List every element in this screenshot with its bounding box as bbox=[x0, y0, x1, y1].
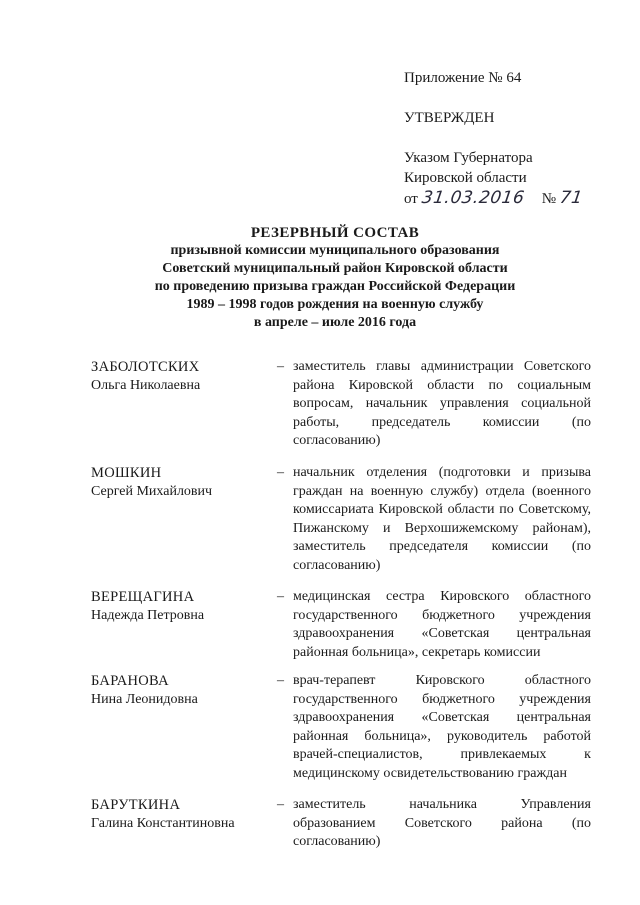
member-role: заместитель начальника Управления образованием Советского района (по согласованию) bbox=[293, 797, 591, 849]
member-surname: БАРАНОВА bbox=[91, 673, 169, 689]
member-surname: ВЕРЕЩАГИНА bbox=[91, 589, 195, 605]
member-entry bbox=[91, 672, 591, 796]
member-surname: МОШКИН bbox=[91, 465, 162, 481]
approved-label: УТВЕРЖДЕН bbox=[404, 110, 495, 126]
member-entry bbox=[91, 358, 591, 464]
document-title bbox=[80, 224, 590, 332]
member-given-name: Сергей Михайлович bbox=[91, 483, 213, 499]
title-line-5: в апреле – июле 2016 года bbox=[253, 315, 417, 330]
approval-block bbox=[404, 68, 582, 209]
member-person bbox=[91, 672, 281, 709]
member-dash: – bbox=[277, 359, 284, 374]
title-line-4: 1989 – 1998 годов рождения на военную службу bbox=[186, 297, 484, 312]
title-line-3: по проведению призыва граждан Российской Федерации bbox=[154, 279, 516, 294]
handwritten-number: 71 bbox=[558, 188, 584, 208]
title-line-2: Советский муниципальный район Кировской области bbox=[162, 261, 508, 276]
decree-line-1: Указом Губернатора bbox=[404, 150, 533, 166]
member-person bbox=[91, 358, 281, 395]
member-person bbox=[91, 796, 281, 833]
member-surname: ЗАБОЛОТСКИХ bbox=[91, 359, 200, 375]
from-label: от bbox=[404, 191, 418, 207]
member-dash: – bbox=[277, 589, 284, 604]
member-role: начальник отделения (подготовки и призыва граждан на военную службу) отдела (военного комиссариата Кировской области по Советскому, Пижанскому и Верхошижемскому районам), заместитель председателя комиссии (по согласованию) bbox=[293, 465, 591, 573]
number-label: № bbox=[541, 191, 557, 207]
member-dash: – bbox=[277, 465, 284, 480]
member-given-name: Галина Константиновна bbox=[91, 815, 235, 831]
member-person bbox=[91, 588, 281, 625]
member-role: заместитель главы администрации Советского района Кировской области по социальным вопросам, начальник управления социальной работы, председатель комиссии (по согласованию) bbox=[293, 359, 591, 448]
member-person bbox=[91, 464, 281, 501]
member-role: врач-терапевт Кировского областного государственного бюджетного учреждения здравоохранения «Советская центральная районная больница», руководитель работой врачей-специалистов, привлекаемых к медицинскому освидетельствованию граждан bbox=[293, 673, 591, 781]
title-main: РЕЗЕРВНЫЙ СОСТАВ bbox=[250, 225, 420, 241]
member-given-name: Надежда Петровна bbox=[91, 607, 205, 623]
members-list bbox=[91, 358, 591, 876]
member-entry bbox=[91, 588, 591, 672]
appendix-number: Приложение № 64 bbox=[404, 70, 522, 86]
member-given-name: Ольга Николаевна bbox=[91, 377, 201, 393]
handwritten-date: 31.03.2016 bbox=[420, 188, 526, 208]
member-surname: БАРУТКИНА bbox=[91, 797, 181, 813]
member-role: медицинская сестра Кировского областного государственного бюджетного учреждения здравоохранения «Советская центральная районная больница», секретарь комиссии bbox=[293, 589, 591, 660]
decree-date-line bbox=[404, 188, 582, 209]
member-given-name: Нина Леонидовна bbox=[91, 691, 198, 707]
title-line-1: призывной комиссии муниципального образования bbox=[170, 243, 500, 258]
member-dash: – bbox=[277, 797, 284, 812]
member-entry bbox=[91, 464, 591, 588]
decree-line-2: Кировской области bbox=[404, 170, 527, 186]
member-dash: – bbox=[277, 673, 284, 688]
member-entry bbox=[91, 796, 591, 876]
